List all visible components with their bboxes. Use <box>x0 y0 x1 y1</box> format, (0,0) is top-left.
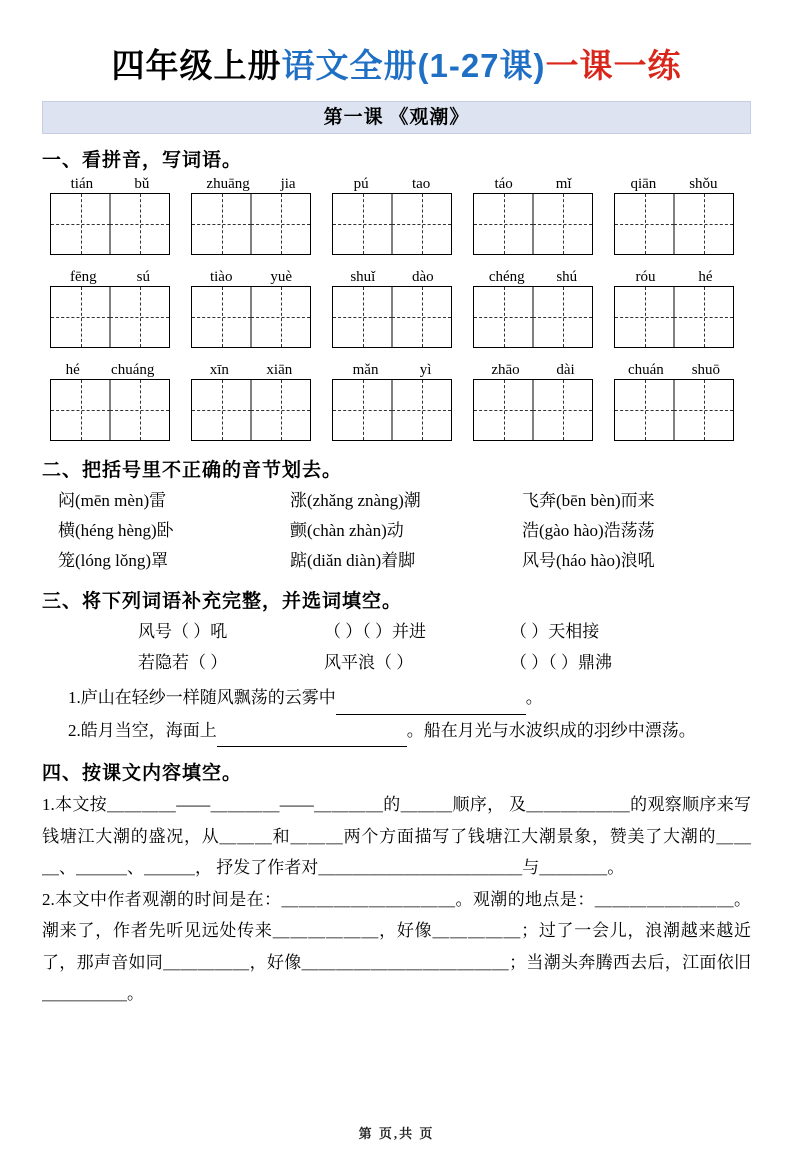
writing-cell[interactable] <box>192 287 251 347</box>
pinyin-syllable: dài <box>556 362 575 378</box>
pinyin-pair <box>191 269 311 286</box>
sentence-text: 皓月当空，海面上 <box>80 720 217 740</box>
phrase-item[interactable]: （ ）天相接 <box>510 622 600 642</box>
writing-grid-pair[interactable] <box>473 286 593 348</box>
writing-cell[interactable] <box>110 380 169 440</box>
writing-cell[interactable] <box>392 287 451 347</box>
choice-row <box>42 516 751 546</box>
phrase-item[interactable]: 若隐若（ ） <box>138 652 228 672</box>
pinyin-pair <box>332 176 452 193</box>
writing-grid-row-3 <box>42 379 751 441</box>
choice-item[interactable]: 风号(háo hào)浪吼 <box>522 550 655 570</box>
writing-cell[interactable] <box>674 287 733 347</box>
pinyin-syllable: hé <box>698 269 713 285</box>
phrase-item[interactable]: （ ）（ ）鼎沸 <box>510 652 612 672</box>
writing-cell[interactable] <box>251 194 310 254</box>
writing-grid-pair[interactable] <box>191 286 311 348</box>
pinyin-row-2 <box>42 269 751 348</box>
answer-blank[interactable] <box>217 715 407 747</box>
writing-grid-pair[interactable] <box>191 379 311 441</box>
writing-grid-pair[interactable] <box>50 193 170 255</box>
pinyin-syllable: qiān <box>630 176 657 192</box>
choice-item[interactable]: 浩(gào hào)浩荡荡 <box>522 520 655 540</box>
writing-cell[interactable] <box>615 194 674 254</box>
pinyin-pair <box>50 176 170 193</box>
writing-cell[interactable] <box>674 194 733 254</box>
writing-grid-pair[interactable] <box>332 379 452 441</box>
pinyin-pair <box>191 176 311 193</box>
pinyin-pair <box>473 269 593 286</box>
writing-cell[interactable] <box>251 380 310 440</box>
item-number: 2. <box>68 720 81 740</box>
pinyin-pair <box>50 269 170 286</box>
pinyin-labels-row-1 <box>42 176 751 193</box>
pinyin-syllable: zhuāng <box>206 176 250 192</box>
section-3-heading: 三、将下列词语补充完整，并选词填空。 <box>42 591 403 613</box>
page-footer: 第 页,共 页 <box>358 1126 435 1141</box>
pinyin-syllable: chuáng <box>111 362 155 378</box>
writing-cell[interactable] <box>615 380 674 440</box>
writing-grid-row-1 <box>42 193 751 255</box>
pinyin-syllable: dào <box>412 269 434 285</box>
writing-cell[interactable] <box>392 380 451 440</box>
writing-cell[interactable] <box>110 287 169 347</box>
pinyin-syllable: sú <box>136 269 150 285</box>
pinyin-syllable: shú <box>556 269 578 285</box>
writing-grid-pair[interactable] <box>614 193 734 255</box>
pinyin-syllable: pú <box>353 176 369 192</box>
writing-cell[interactable] <box>333 380 392 440</box>
writing-cell[interactable] <box>192 194 251 254</box>
item-number: 1. <box>68 688 81 708</box>
pinyin-syllable: shuǐ <box>350 269 376 285</box>
pinyin-row-1 <box>42 176 751 255</box>
phrase-item[interactable]: 风平浪（ ） <box>324 652 414 672</box>
writing-cell[interactable] <box>333 287 392 347</box>
pinyin-syllable: shuō <box>691 362 721 378</box>
section-2-body <box>42 486 751 575</box>
pinyin-pair <box>473 176 593 193</box>
writing-cell[interactable] <box>333 194 392 254</box>
sentence-text-end: 。 <box>525 688 543 708</box>
writing-grid-pair[interactable] <box>473 193 593 255</box>
writing-cell[interactable] <box>51 194 110 254</box>
section-4-paragraph-2[interactable]: 2.本文中作者观潮的时间是在：＿＿＿＿＿＿＿＿＿＿。观潮的地点是：＿＿＿＿＿＿＿＿。潮来了，作者先听见远处传来＿＿＿＿＿＿，好像＿＿＿＿＿；过了一会儿，浪潮越来越近了，那声音如同＿＿＿＿＿，好像＿＿＿＿＿＿＿＿＿＿＿＿；当潮头奔腾西去后，江面依旧＿＿＿＿＿。 <box>42 889 751 1003</box>
writing-grid-pair[interactable] <box>332 193 452 255</box>
choice-item[interactable]: 笼(lóng lǒng)罩 <box>58 550 169 570</box>
pinyin-syllable: yì <box>419 362 432 378</box>
writing-cell[interactable] <box>474 380 533 440</box>
writing-grid-pair[interactable] <box>50 286 170 348</box>
writing-cell[interactable] <box>192 380 251 440</box>
writing-grid-pair[interactable] <box>614 286 734 348</box>
pinyin-syllable: xīn <box>209 362 229 378</box>
pinyin-syllable: chéng <box>488 269 525 285</box>
pinyin-syllable: hé <box>65 362 80 378</box>
writing-cell[interactable] <box>51 287 110 347</box>
pinyin-pair <box>191 362 311 379</box>
page-title <box>42 40 751 87</box>
choice-item[interactable]: 涨(zhǎng znàng)潮 <box>290 491 421 510</box>
pinyin-pair <box>614 362 734 379</box>
writing-cell[interactable] <box>533 287 592 347</box>
pinyin-pair <box>473 362 593 379</box>
sentence-text-end: 。船在月光与水波织成的羽纱中漂荡。 <box>406 720 696 740</box>
choice-item[interactable]: 横(héng hèng)卧 <box>58 520 174 540</box>
writing-cell[interactable] <box>392 194 451 254</box>
page-title-part2: 语文全册(1-27课) <box>281 47 546 84</box>
pinyin-syllable: zhāo <box>491 362 520 378</box>
section-2-heading: 二、把括号里不正确的音节划去。 <box>42 460 343 481</box>
writing-grid-pair[interactable] <box>332 286 452 348</box>
pinyin-labels-row-2 <box>42 269 751 286</box>
writing-cell[interactable] <box>251 287 310 347</box>
pinyin-pair <box>50 362 170 379</box>
pinyin-syllable: xiān <box>266 362 293 378</box>
pinyin-row-3 <box>42 362 751 441</box>
worksheet-page <box>0 40 793 1162</box>
pinyin-syllable: tiào <box>209 269 233 285</box>
pinyin-syllable: róu <box>635 269 656 285</box>
pinyin-syllable: tián <box>70 176 94 192</box>
writing-grid-row-2 <box>42 286 751 348</box>
writing-grid-pair[interactable] <box>50 379 170 441</box>
pinyin-pair <box>332 362 452 379</box>
writing-grid-pair[interactable] <box>191 193 311 255</box>
choice-item[interactable]: 踮(diǎn diàn)着脚 <box>290 550 416 570</box>
writing-cell[interactable] <box>674 380 733 440</box>
section-4-heading: 四、按课文内容填空。 <box>42 763 243 785</box>
pinyin-pair <box>614 269 734 286</box>
writing-cell[interactable] <box>533 380 592 440</box>
pinyin-syllable: shǒu <box>689 176 718 192</box>
fill-sentence-2 <box>42 715 751 747</box>
phrase-row <box>42 617 751 648</box>
pinyin-pair <box>332 269 452 286</box>
section-1-heading: 一、看拼音，写词语。 <box>42 150 243 171</box>
answer-blank[interactable] <box>336 682 526 714</box>
writing-cell[interactable] <box>110 194 169 254</box>
writing-cell[interactable] <box>474 287 533 347</box>
pinyin-syllable: jia <box>280 176 296 192</box>
writing-grid-pair[interactable] <box>473 379 593 441</box>
pinyin-syllable: bǔ <box>134 176 150 192</box>
choice-item[interactable]: 飞奔(bēn bèn)而来 <box>522 491 655 510</box>
fill-sentence-1 <box>42 682 751 714</box>
choice-item[interactable]: 颤(chàn zhàn)动 <box>290 520 404 540</box>
page-title-part3: 一课一练 <box>545 47 682 84</box>
pinyin-syllable: fēng <box>70 269 97 285</box>
choice-row <box>42 486 751 516</box>
writing-cell[interactable] <box>51 380 110 440</box>
writing-cell[interactable] <box>615 287 674 347</box>
pinyin-syllable: mǎn <box>352 362 379 378</box>
pinyin-syllable: táo <box>494 176 513 192</box>
writing-cell[interactable] <box>533 194 592 254</box>
sentence-text: 庐山在轻纱一样随风飘荡的云雾中 <box>80 688 336 708</box>
pinyin-syllable: yuè <box>270 269 293 285</box>
pinyin-labels-row-3 <box>42 362 751 379</box>
section-4-paragraph-1[interactable]: 1.本文按＿＿＿＿——＿＿＿＿——＿＿＿＿的＿＿＿顺序， 及＿＿＿＿＿＿的观察顺序来写钱塘江大潮的盛况，从＿＿＿和＿＿＿两个方面描写了钱塘江大潮景象，赞美了大潮的＿＿＿、＿＿＿、＿＿＿， 抒发了作者对＿＿＿＿＿＿＿＿＿＿＿＿与＿＿＿＿。 <box>42 795 751 878</box>
lesson-banner: 第一课 《观潮》 <box>42 101 751 134</box>
choice-item[interactable]: 闷(mēn mèn)雷 <box>58 491 167 510</box>
section-3-phrases <box>42 617 751 678</box>
choice-row <box>42 546 751 576</box>
phrase-item[interactable]: 风号（ ）吼 <box>138 622 228 642</box>
phrase-item[interactable]: （ ）（ ）并进 <box>324 622 426 642</box>
phrase-row <box>42 648 751 679</box>
writing-cell[interactable] <box>474 194 533 254</box>
pinyin-syllable: mǐ <box>555 176 572 192</box>
pinyin-syllable: tao <box>411 176 431 192</box>
page-title-part1: 四年级上册 <box>111 47 282 84</box>
pinyin-pair <box>614 176 734 193</box>
pinyin-syllable: chuán <box>627 362 664 378</box>
writing-grid-pair[interactable] <box>614 379 734 441</box>
